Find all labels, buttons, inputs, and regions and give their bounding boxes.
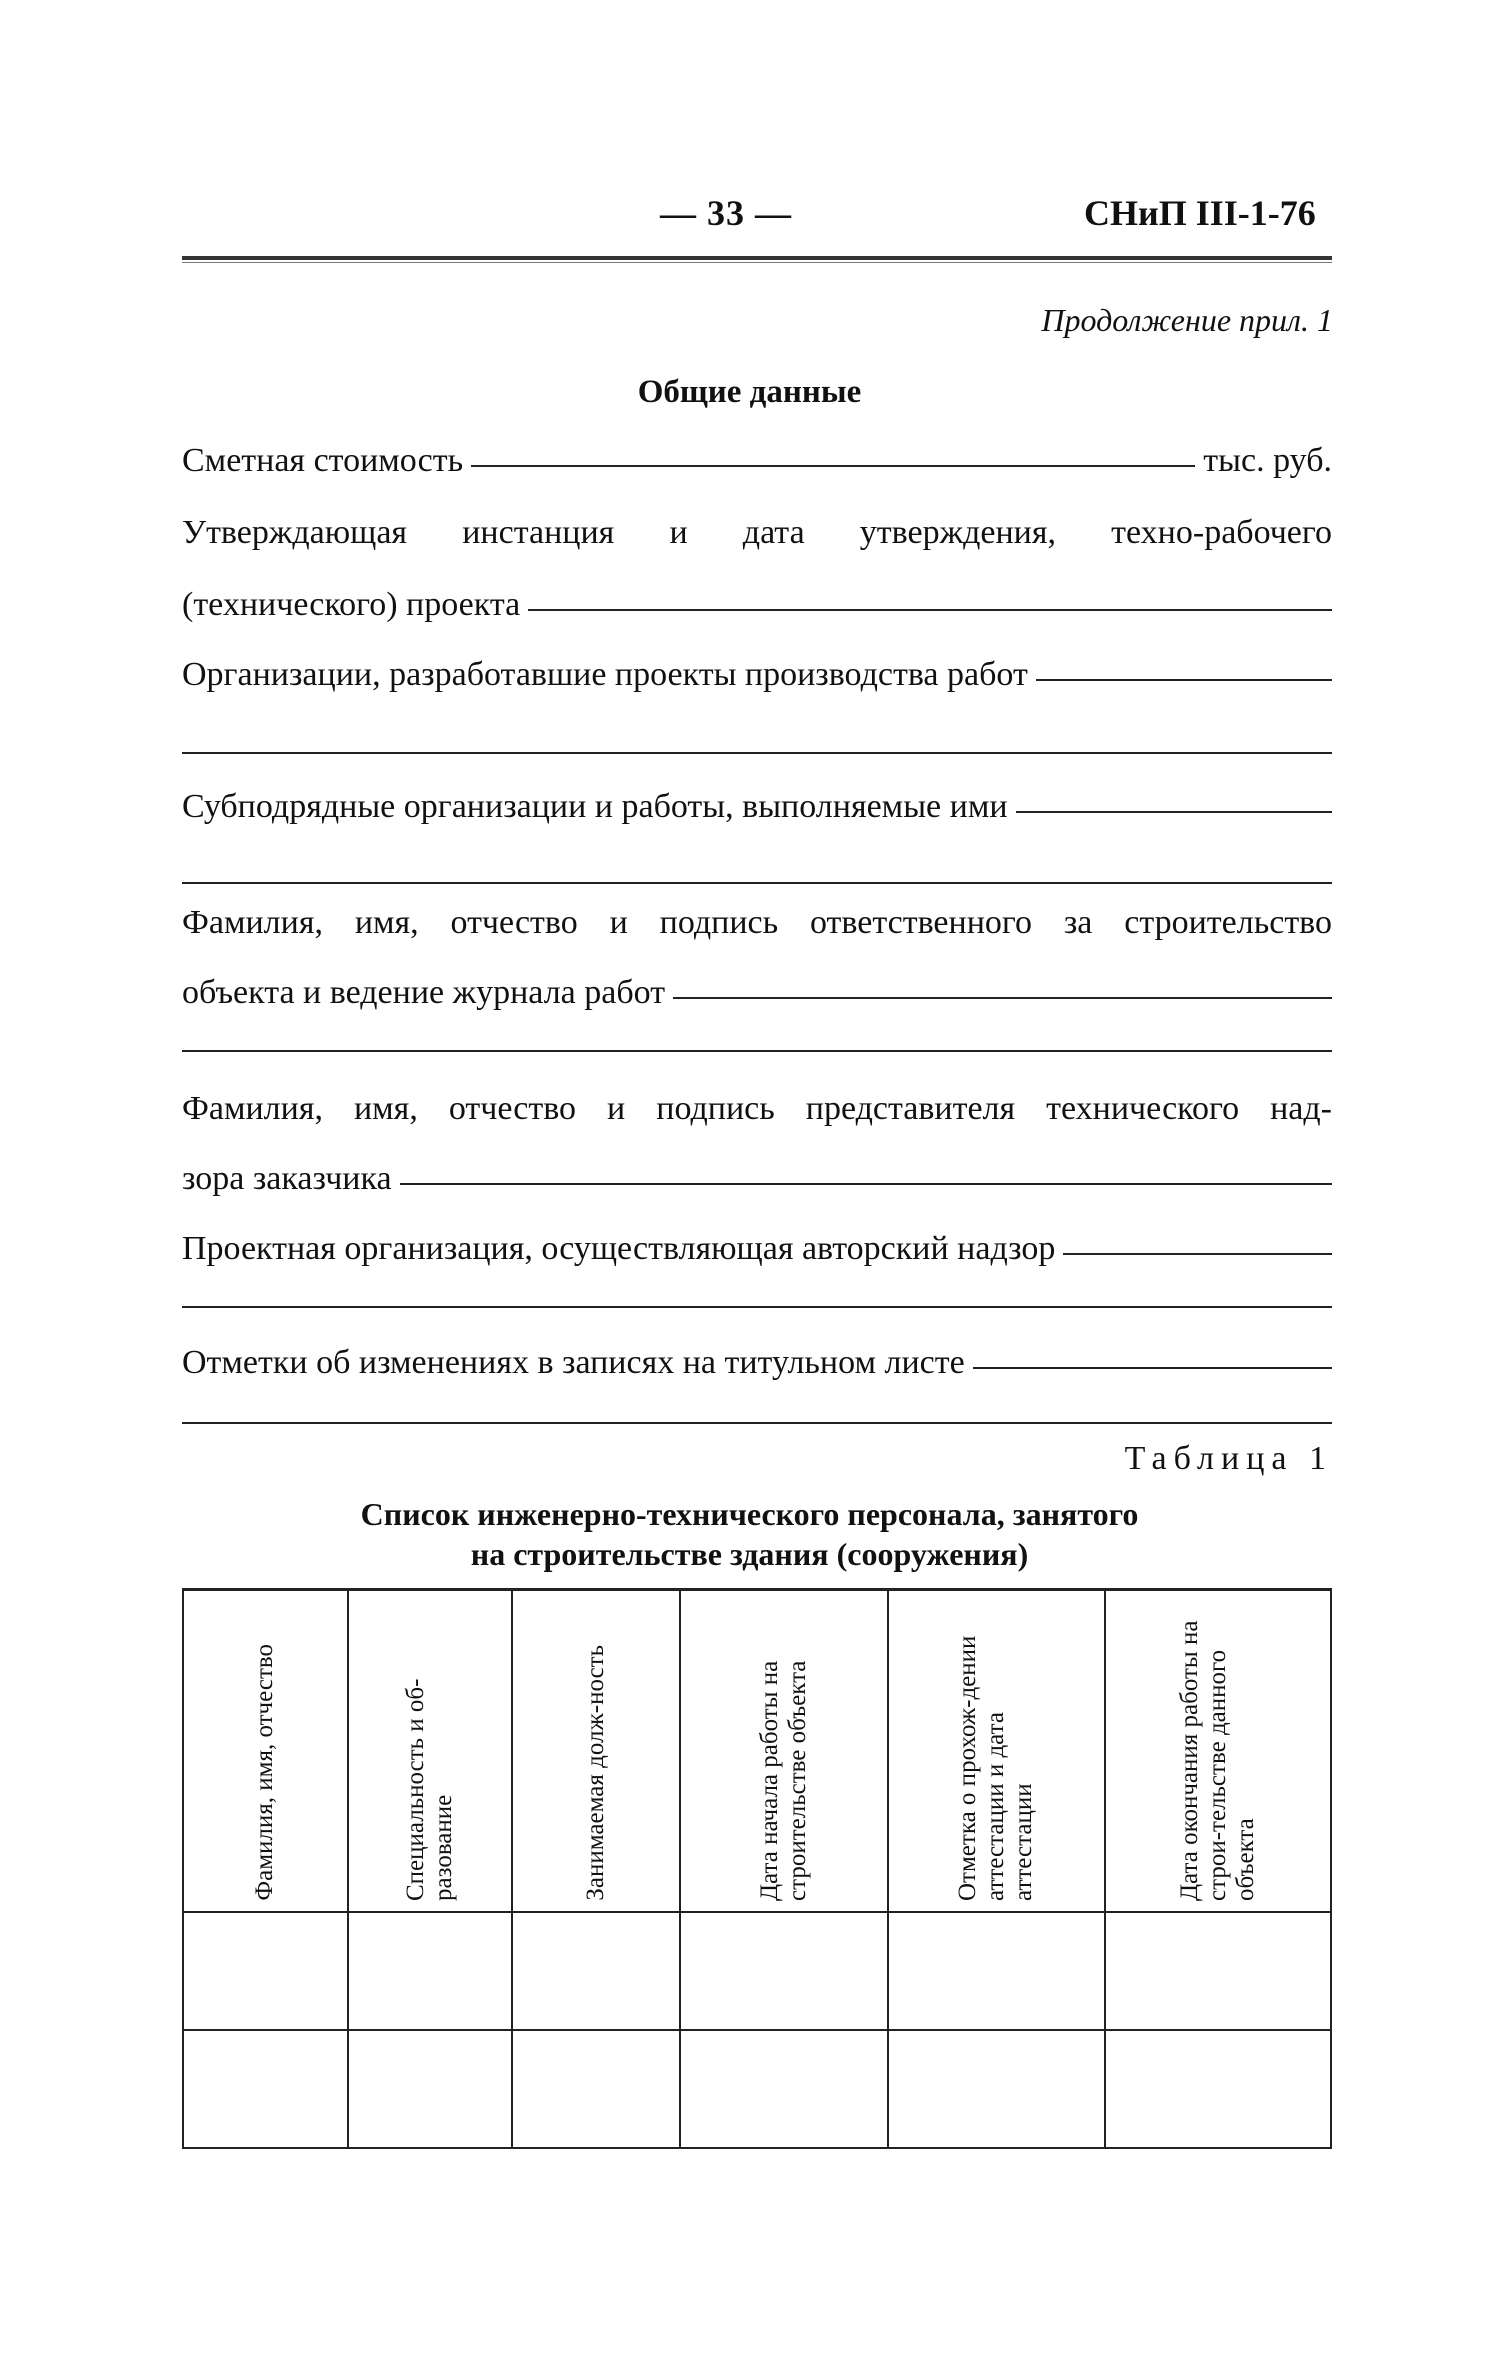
subcontractors-row <box>182 788 1332 826</box>
project-organizations-blank-line[interactable] <box>182 752 1332 754</box>
subcontractors-blank[interactable] <box>1016 810 1332 813</box>
column-header <box>512 1590 680 1912</box>
table-row <box>183 1912 1331 2030</box>
column-header <box>183 1590 348 1912</box>
header-rule <box>182 256 1332 260</box>
responsible-person-blank-line[interactable] <box>182 1050 1332 1052</box>
column-header-label: Специальность и об-разование <box>402 1678 458 1901</box>
estimated-cost-label: Сметная стоимость <box>182 442 464 479</box>
technical-supervision-label: Фамилия, имя, отчество и подпись представителя технического над- <box>182 1090 1332 1127</box>
document-code: СНиП III-1-76 <box>1084 193 1316 233</box>
header-rule-thin <box>182 262 1332 263</box>
approving-authority-label-cont: (технического) проекта <box>182 586 521 623</box>
column-header-label: Занимаемая долж-ность <box>582 1644 610 1901</box>
changes-notes-label: Отметки об изменениях в записях на титульном листе <box>182 1344 965 1381</box>
table-cell[interactable] <box>348 2030 513 2148</box>
responsible-person-label-cont: объекта и ведение журнала работ <box>182 974 666 1011</box>
column-header <box>348 1590 513 1912</box>
page-number: — 33 — <box>660 193 792 233</box>
design-organization-blank[interactable] <box>1063 1252 1332 1255</box>
responsible-person-row2 <box>182 974 1332 1012</box>
column-header-label: Дата окончания работы на строи-тельстве данного объекта <box>1176 1620 1260 1901</box>
responsible-person-label: Фамилия, имя, отчество и подпись ответственного за строительство <box>182 904 1332 941</box>
column-header <box>888 1590 1106 1912</box>
approving-authority-row1 <box>182 514 1332 552</box>
approving-authority-label: Утверждающая инстанция и дата утверждения, техно-рабочего <box>182 514 1332 551</box>
project-organizations-row <box>182 656 1332 694</box>
column-header-label: Отметка о прохож-дении аттестации и дата аттестации <box>954 1635 1038 1901</box>
estimated-cost-blank[interactable] <box>471 464 1195 467</box>
technical-supervision-row2 <box>182 1160 1332 1198</box>
column-header-label: Фамилия, имя, отчество <box>251 1643 279 1901</box>
table-header-row <box>183 1590 1331 1912</box>
table-title-line2: на строительстве здания (сооружения) <box>470 1536 1029 1572</box>
design-organization-blank-line[interactable] <box>182 1306 1332 1308</box>
technical-supervision-label-cont: зора заказчика <box>182 1160 392 1197</box>
project-organizations-label: Организации, разработавшие проекты производства работ <box>182 656 1028 693</box>
table-cell[interactable] <box>183 2030 348 2148</box>
project-organizations-blank[interactable] <box>1036 678 1332 681</box>
changes-notes-blank-line[interactable] <box>182 1422 1332 1424</box>
column-header <box>680 1590 888 1912</box>
technical-supervision-row1 <box>182 1090 1332 1128</box>
section-title: Общие данные <box>637 374 862 410</box>
table-caption: Таблица 1 <box>1124 1440 1333 1477</box>
table-title-line1: Список инженерно-технического персонала, занятого <box>360 1496 1139 1532</box>
subcontractors-blank-line[interactable] <box>182 882 1332 884</box>
table-cell[interactable] <box>680 1912 888 2030</box>
changes-notes-row <box>182 1344 1332 1382</box>
estimated-cost-row <box>182 442 1332 480</box>
table-cell[interactable] <box>1105 1912 1331 2030</box>
responsible-person-blank[interactable] <box>673 996 1332 999</box>
table-cell[interactable] <box>512 1912 680 2030</box>
table-cell[interactable] <box>680 2030 888 2148</box>
table-title <box>0 1494 1499 1574</box>
design-organization-label: Проектная организация, осуществляющая авторский надзор <box>182 1230 1056 1267</box>
changes-notes-blank[interactable] <box>973 1366 1332 1369</box>
approving-authority-row2 <box>182 586 1332 624</box>
responsible-person-row1 <box>182 904 1332 942</box>
table-cell[interactable] <box>888 2030 1106 2148</box>
approving-authority-blank[interactable] <box>528 608 1332 611</box>
subcontractors-label: Субподрядные организации и работы, выполняемые ими <box>182 788 1008 825</box>
table-cell[interactable] <box>512 2030 680 2148</box>
technical-supervision-blank[interactable] <box>400 1182 1332 1185</box>
table-cell[interactable] <box>1105 2030 1331 2148</box>
table-cell[interactable] <box>888 1912 1106 2030</box>
continuation-note: Продолжение прил. 1 <box>1041 302 1333 338</box>
table-cell[interactable] <box>348 1912 513 2030</box>
column-header <box>1105 1590 1331 1912</box>
design-organization-row <box>182 1230 1332 1268</box>
table-cell[interactable] <box>183 1912 348 2030</box>
table-row <box>183 2030 1331 2148</box>
column-header-label: Дата начала работы на строительстве объекта <box>755 1660 811 1901</box>
estimated-cost-unit: тыс. руб. <box>1203 442 1332 479</box>
staff-table <box>182 1588 1332 2149</box>
